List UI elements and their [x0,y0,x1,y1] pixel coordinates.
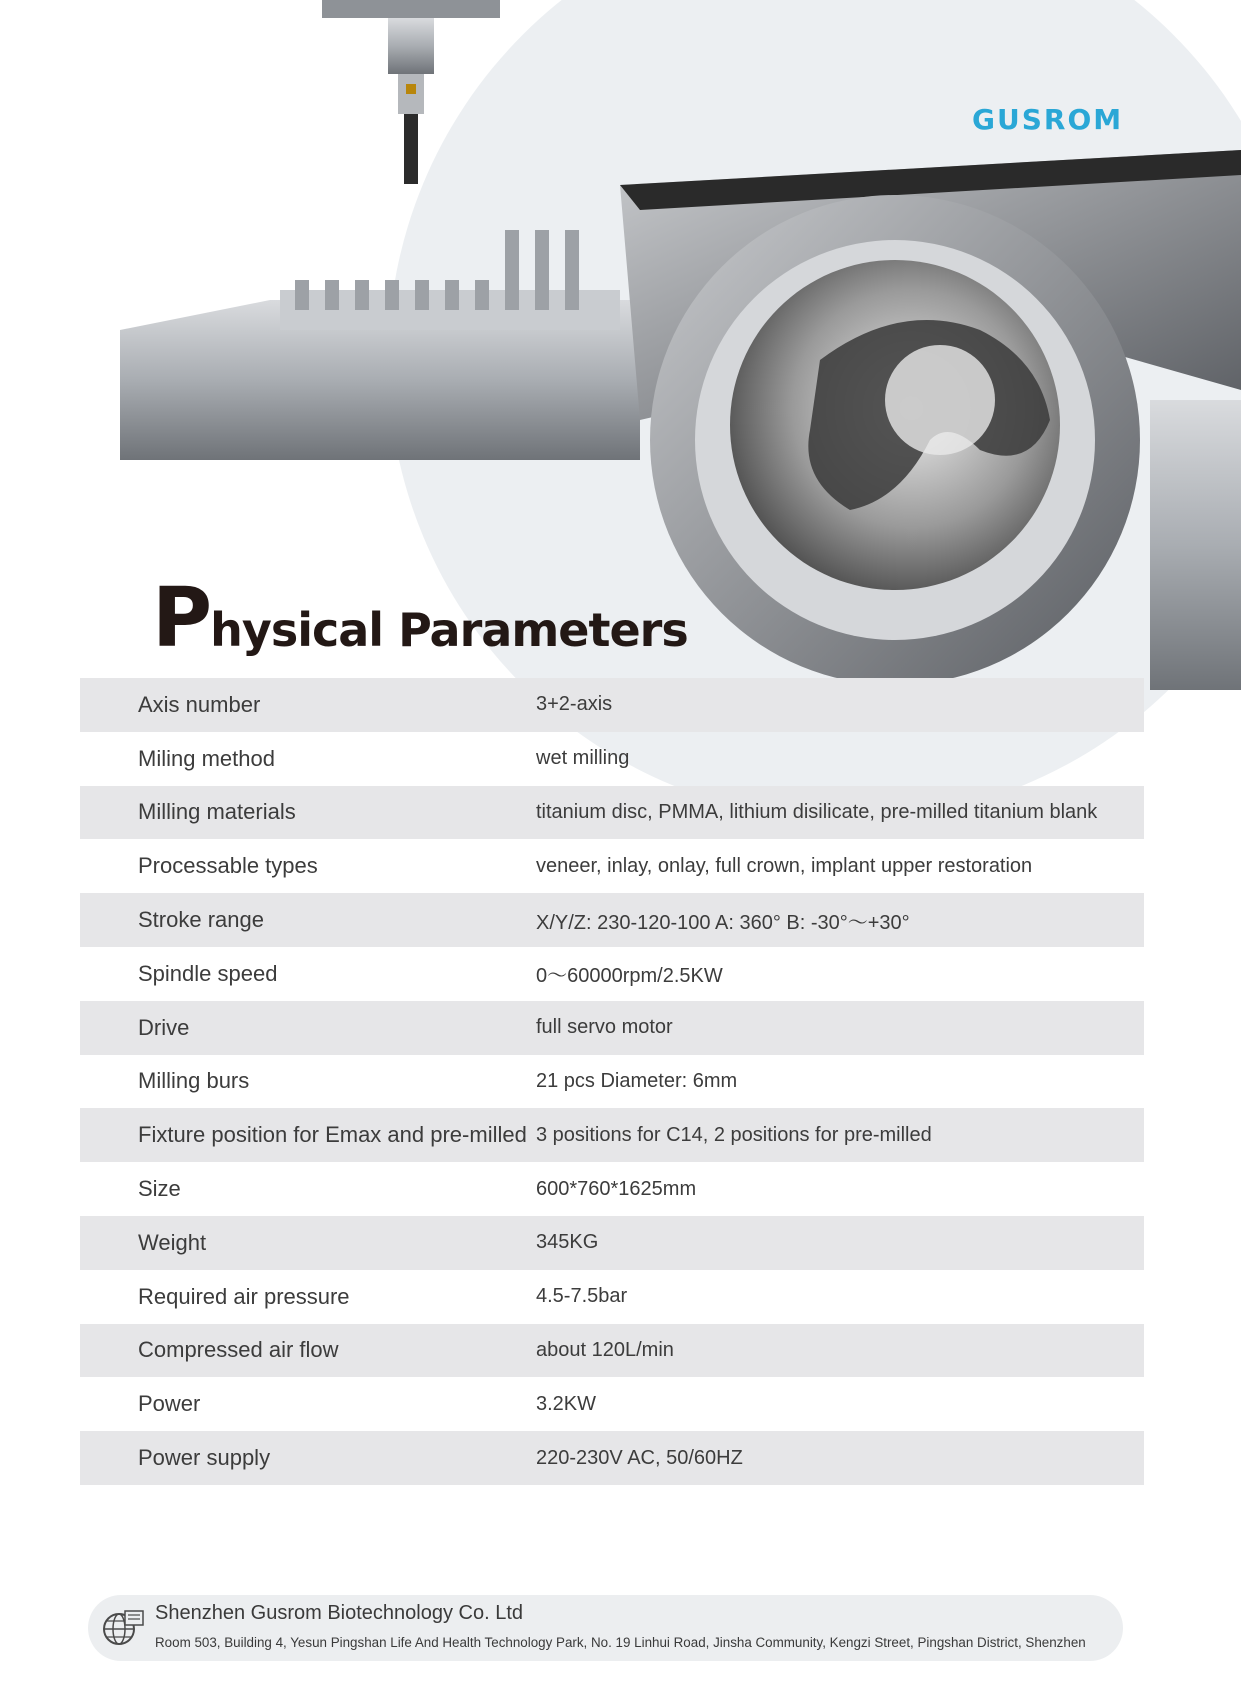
brand-logo: GUSROM [972,103,1124,136]
param-value: 0～60000rpm/2.5KW [536,965,723,988]
param-label: Fixture position for Emax and pre-milled [138,1122,527,1148]
param-label: Milling burs [138,1068,250,1094]
param-value: 21 pcs Diameter: 6mm [536,1069,738,1092]
table-row [80,1270,1144,1324]
table-row [80,678,1144,732]
param-label: Axis number [138,691,261,717]
param-value: veneer, inlay, onlay, full crown, implant upper restoration [536,854,1033,877]
company-address: Room 503, Building 4, Yesun Pingshan Life And Health Technology Park, No. 19 Linhui Road, Jinsha Community, Kengzi Street, Pingshan District, Shenzhen [155,1635,1086,1650]
param-value: 3.2KW [536,1392,597,1415]
param-label: Stroke range [138,907,264,933]
param-label: Spindle speed [138,960,278,986]
table-row [80,947,1144,1001]
param-label: Miling method [138,745,275,771]
param-label: Compressed air flow [138,1337,339,1363]
table-row [80,1055,1144,1109]
table-row [80,1216,1144,1270]
param-value: wet milling [536,747,630,770]
param-value: 3+2-axis [536,693,613,716]
param-value: 220-230V AC, 50/60HZ [536,1446,743,1469]
company-name: Shenzhen Gusrom Biotechnology Co. Ltd [155,1602,523,1624]
param-value: 3 positions for C14, 2 positions for pre-milled [536,1123,932,1146]
table-row [80,1001,1144,1055]
table-row [80,1324,1144,1378]
table-row [80,1377,1144,1431]
table-row [80,1431,1144,1485]
table-row [80,893,1144,947]
param-label: Processable types [138,853,318,879]
title-rest: hysical Parameters [210,603,688,657]
param-label: Power [138,1391,201,1417]
param-label: Size [138,1176,181,1202]
globe-icon [101,1607,145,1649]
title-initial: P [152,571,211,666]
param-label: Weight [138,1229,207,1255]
param-value: full servo motor [536,1016,673,1039]
parameters-table [80,678,1144,1485]
table-row [80,1108,1144,1162]
param-label: Drive [138,1014,190,1040]
table-row [80,839,1144,893]
param-value: 345KG [536,1231,599,1254]
param-label: Milling materials [138,799,296,825]
param-value: X/Y/Z: 230-120-100 A: 360° B: -30°～+30° [536,911,910,934]
table-row [80,732,1144,786]
param-label: Power supply [138,1445,271,1471]
param-value: about 120L/min [536,1338,674,1361]
param-label: Required air pressure [138,1283,350,1309]
table-row [80,1162,1144,1216]
page-title [152,571,688,666]
table-row [80,786,1144,840]
param-value: 4.5-7.5bar [536,1285,628,1308]
param-value: 600*760*1625mm [536,1177,697,1200]
param-value: titanium disc, PMMA, lithium disilicate, pre-milled titanium blank [536,800,1098,823]
footer-contact [88,1595,1123,1661]
